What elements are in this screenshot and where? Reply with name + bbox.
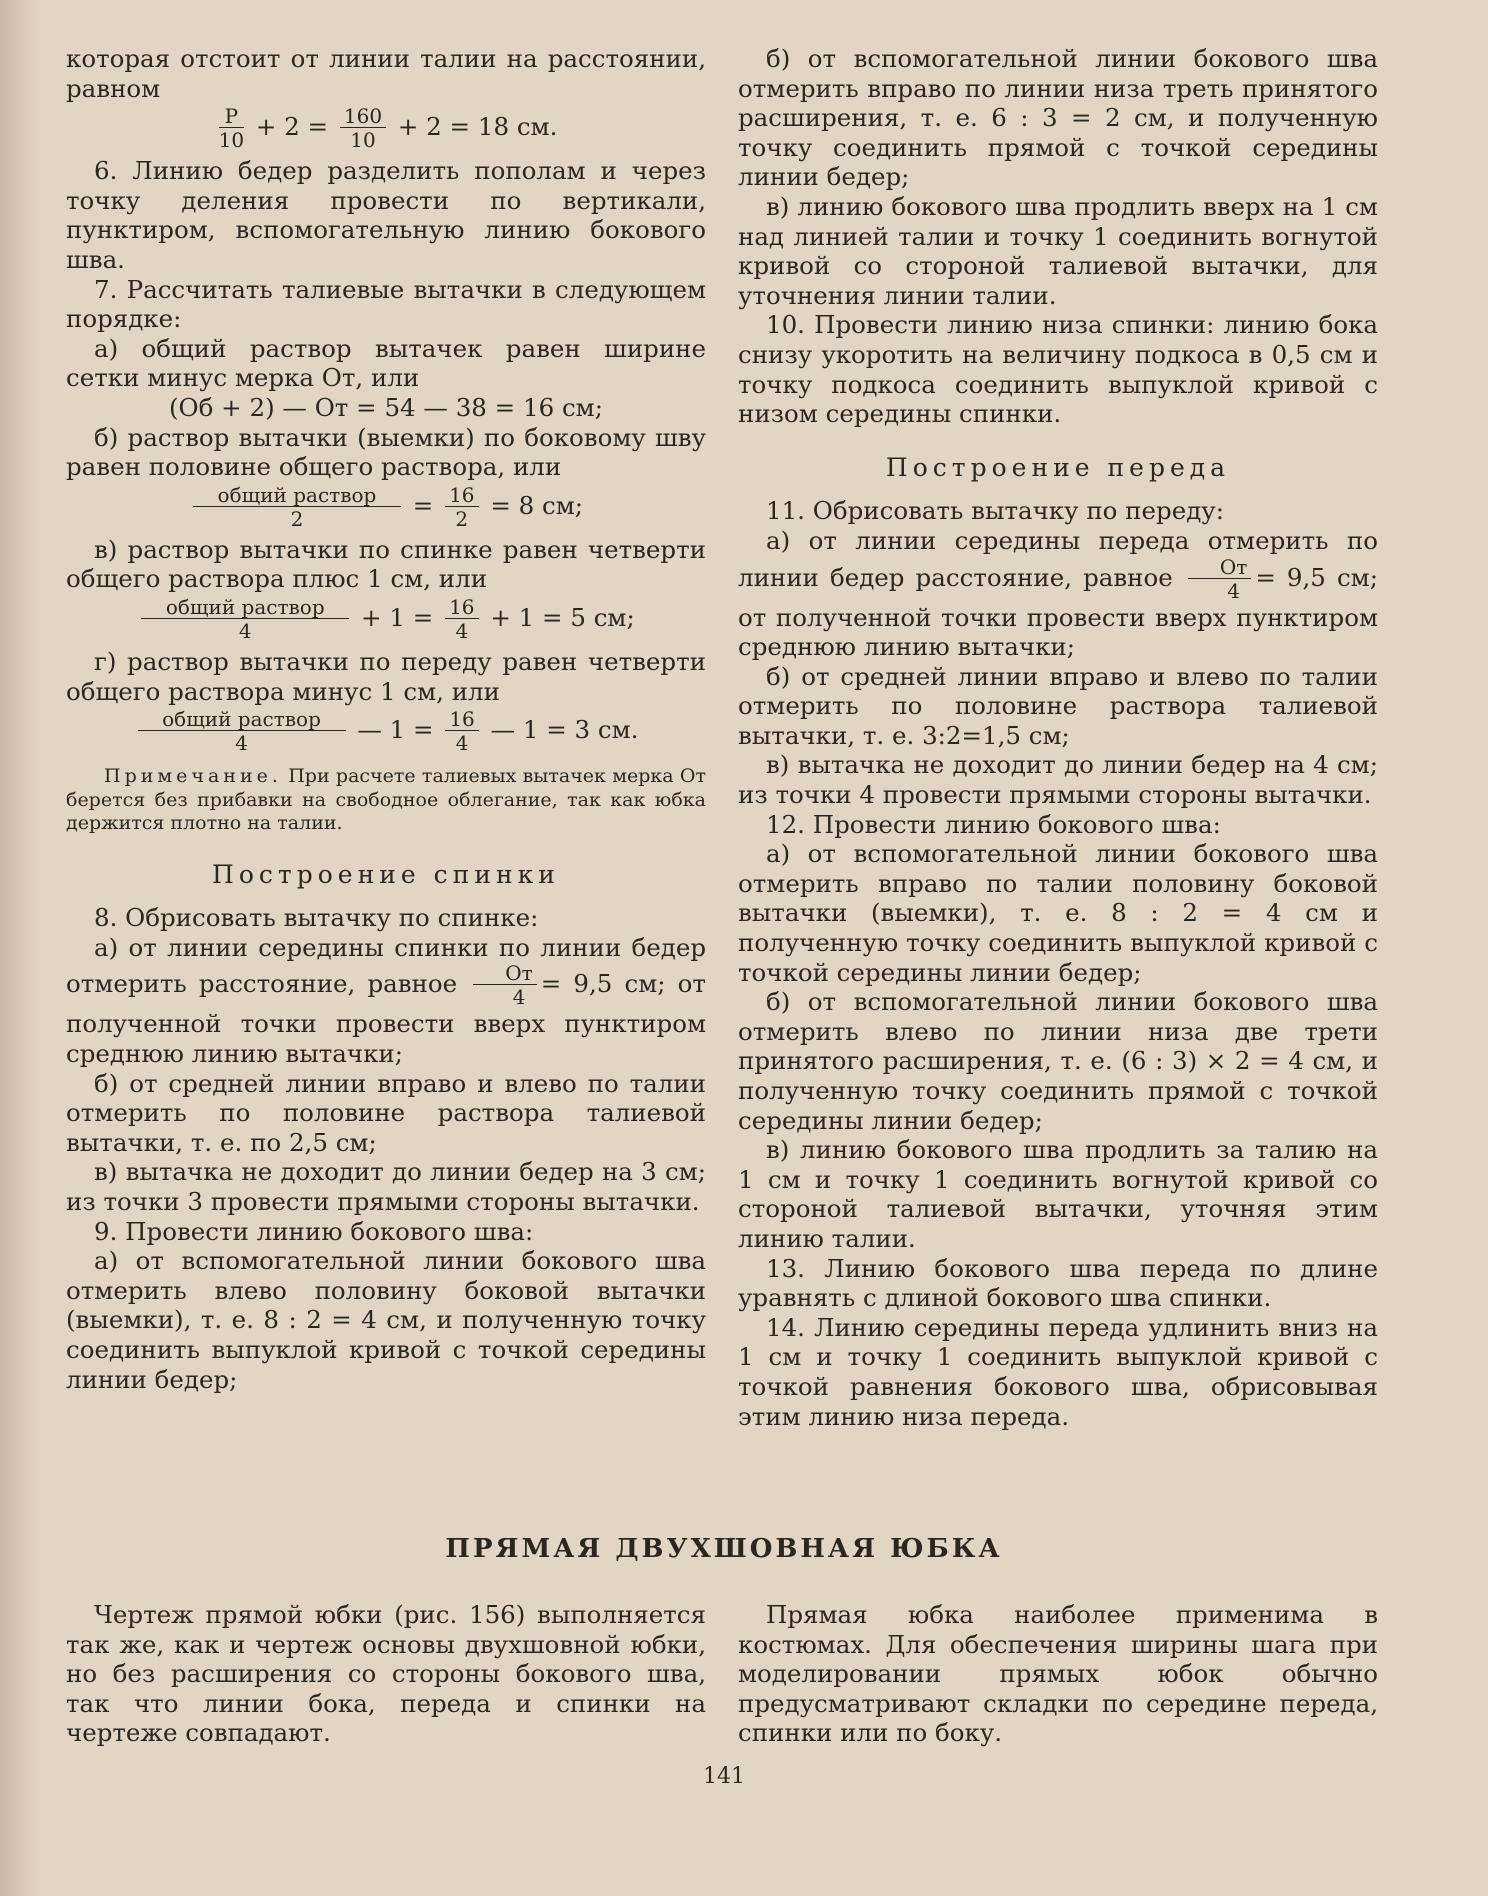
section-title-back: Построение спинки	[212, 859, 560, 889]
bottom-right-column	[738, 1600, 1378, 1748]
chapter-title: ПРЯМАЯ ДВУХШОВНАЯ ЮБКА	[445, 1534, 1003, 1564]
fraction: $\frac{От}{4}$	[473, 962, 536, 1009]
page-number: 141	[703, 1764, 745, 1789]
fraction: $\frac{16}{4}$	[445, 708, 478, 755]
step-11b: б) от средней линии вправо и влево по талии отмерить по половине раствора талиевой вытачки, т. е. 3:2=1,5 см;	[738, 661, 1378, 750]
book-page	[66, 44, 1382, 1874]
fraction: $\frac{Р}{10}$	[218, 104, 245, 153]
step-11: 11. Обрисовать вытачку по переду:	[766, 496, 1224, 526]
step-7a: а) общий раствор вытачек равен ширине сетки минус мерка От, или	[66, 333, 706, 393]
fraction: $\frac{16}{4}$	[445, 596, 478, 643]
step-9v: в) линию бокового шва продлить вверх на 1 см над линией талии и точку 1 соединить вогнутой кривой со стороной талиевой вытачки, для уточнения линии талии.	[738, 191, 1378, 310]
note-label: Примечание.	[104, 765, 282, 788]
step-7: 7. Рассчитать талиевые вытачки в следующем порядке:	[66, 274, 706, 334]
step-12a: а) от вспомогательной линии бокового шва отмерить вправо по талии половину боковой вытачки (выемки), т. е. 8 : 2 = 4 см и полученную точку соединить выпуклой кривой с точкой середины линии бедер;	[738, 839, 1378, 987]
fraction: $\frac{\text{общий раствор}}{4}$	[138, 708, 346, 755]
fraction: $\frac{\text{общий раствор}}{2}$	[193, 484, 401, 531]
step-7b: б) раствор вытачки (выемки) по боковому шву равен половине общего раствора, или	[66, 422, 706, 482]
step-9: 9. Провести линию бокового шва:	[94, 1216, 534, 1246]
fraction: $\frac{160}{10}$	[340, 105, 386, 152]
right-column	[738, 44, 1378, 1431]
formula-7b: $\frac{\text{общий раствор}}{2}$ = $\frac{16}{2}$ = 8 см;	[66, 484, 706, 531]
step-9b: б) от вспомогательной линии бокового шва отмерить вправо по линии низа треть принятого расширения, т. е. 6 : 3 = 2 см, и полученную точку соединить прямой с точкой середины линии бедер;	[738, 44, 1378, 192]
step-8a: а) от линии середины спинки по линии бедер отмерить расстояние, равное $\frac{От}{4}$ = 9,5 см; от полученной точки провести вверх пунктиром среднюю линию вытачки;	[66, 932, 706, 1068]
step-9a: а) от вспомогательной линии бокового шва отмерить влево половину боковой вытачки (выемки), т. е. 8 : 2 = 4 см, и полученную точку соединить выпуклой кривой с точкой середины линии бедер;	[66, 1246, 706, 1394]
step-8b: б) от средней линии вправо и влево по талии отмерить по половине раствора талиевой вытачки, т. е. по 2,5 см;	[66, 1068, 706, 1157]
step-8v: в) вытачка не доходит до линии бедер на 3 см; из точки 3 провести прямыми стороны вытачки.	[66, 1157, 706, 1216]
bottom-left-column	[66, 1600, 706, 1748]
formula-7a: (Об + 2) — От = 54 — 38 = 16 см;	[169, 392, 603, 422]
fraction: $\frac{16}{2}$	[445, 484, 478, 531]
step-12b: б) от вспомогательной линии бокового шва отмерить влево по линии низа две трети принятого расширения, т. е. (6 : 3) × 2 = 4 см, и полученную точку соединить прямой с точкой середины линии бедер;	[738, 987, 1378, 1135]
section-title-front: Построение переда	[885, 452, 1231, 482]
note	[66, 765, 706, 836]
step-11a: а) от линии середины переда отмерить по линии бедер расстояние, равное $\frac{От}{4}$ = 9,5 см; от полученной точки провести вверх пунктиром среднюю линию вытачки;	[738, 525, 1378, 662]
formula-distance: $\frac{Р}{10}$ + 2 = $\frac{160}{10}$ + 2 = 18 см.	[218, 104, 558, 153]
page-edge-shadow	[0, 0, 40, 1896]
step-11v: в) вытачка не доходит до линии бедер на 4 см; из точки 4 провести прямыми стороны вытачки.	[738, 750, 1378, 810]
left-column	[66, 44, 706, 1394]
step-7v: в) раствор вытачки по спинке равен четверти общего раствора плюс 1 см, или	[66, 534, 706, 594]
step-12v: в) линию бокового шва продлить за талию на 1 см и точку 1 соединить вогнутой кривой со стороной талиевой вытачки, уточняя этим линию талии.	[738, 1135, 1378, 1253]
step-12: 12. Провести линию бокового шва:	[766, 809, 1221, 839]
fraction: $\frac{\text{общий раствор}}{4}$	[141, 596, 349, 643]
step-14: 14. Линию середины переда удлинить вниз на 1 см и точку 1 соединить выпуклой кривой с точкой равнения бокового шва, обрисовывая этим линию низа переда.	[738, 1312, 1378, 1431]
step-7g: г) раствор вытачки по переду равен четверти общего раствора минус 1 см, или	[66, 646, 706, 706]
step-8: 8. Обрисовать вытачку по спинке:	[94, 903, 539, 933]
formula-7g: $\frac{\text{общий раствор}}{4}$ — 1 = $\frac{16}{4}$ — 1 = 3 см.	[66, 708, 706, 755]
note-text: При расчете талиевых вытачек мерка От берется без прибавки на свободное облегание, так как юбка держится плотно на талии.	[66, 765, 707, 835]
step-10: 10. Провести линию низа спинки: линию бока снизу укоротить на величину подкоса в 0,5 см и точку подкоса соединить выпуклой кривой с низом середины спинки.	[738, 310, 1378, 429]
paragraph-straight-skirt: Чертеж прямой юбки (рис. 156) выполняется так же, как и чертеж основы двухшовной юбки, но без расширения со стороны бокового шва, так что линии бока, переда и спинки на чертеже совпадают.	[66, 1600, 706, 1748]
paragraph-straight-skirt-use: Прямая юбка наиболее применима в костюмах. Для обеспечения ширины шага при моделировании прямых юбок обычно предусматривают складки по середине переда, спинки или по боку.	[738, 1600, 1378, 1748]
step-6: 6. Линию бедер разделить пополам и через точку деления провести по вертикали, пунктиром, вспомогательную линию бокового шва.	[66, 156, 706, 274]
fraction: $\frac{От}{4}$	[1188, 556, 1251, 603]
paragraph-continuation: которая отстоит от линии талии на расстоянии, равном	[66, 44, 706, 103]
formula-7v: $\frac{\text{общий раствор}}{4}$ + 1 = $\frac{16}{4}$ + 1 = 5 см;	[66, 596, 706, 643]
step-13: 13. Линию бокового шва переда по длине уравнять с длиной бокового шва спинки.	[738, 1253, 1378, 1313]
